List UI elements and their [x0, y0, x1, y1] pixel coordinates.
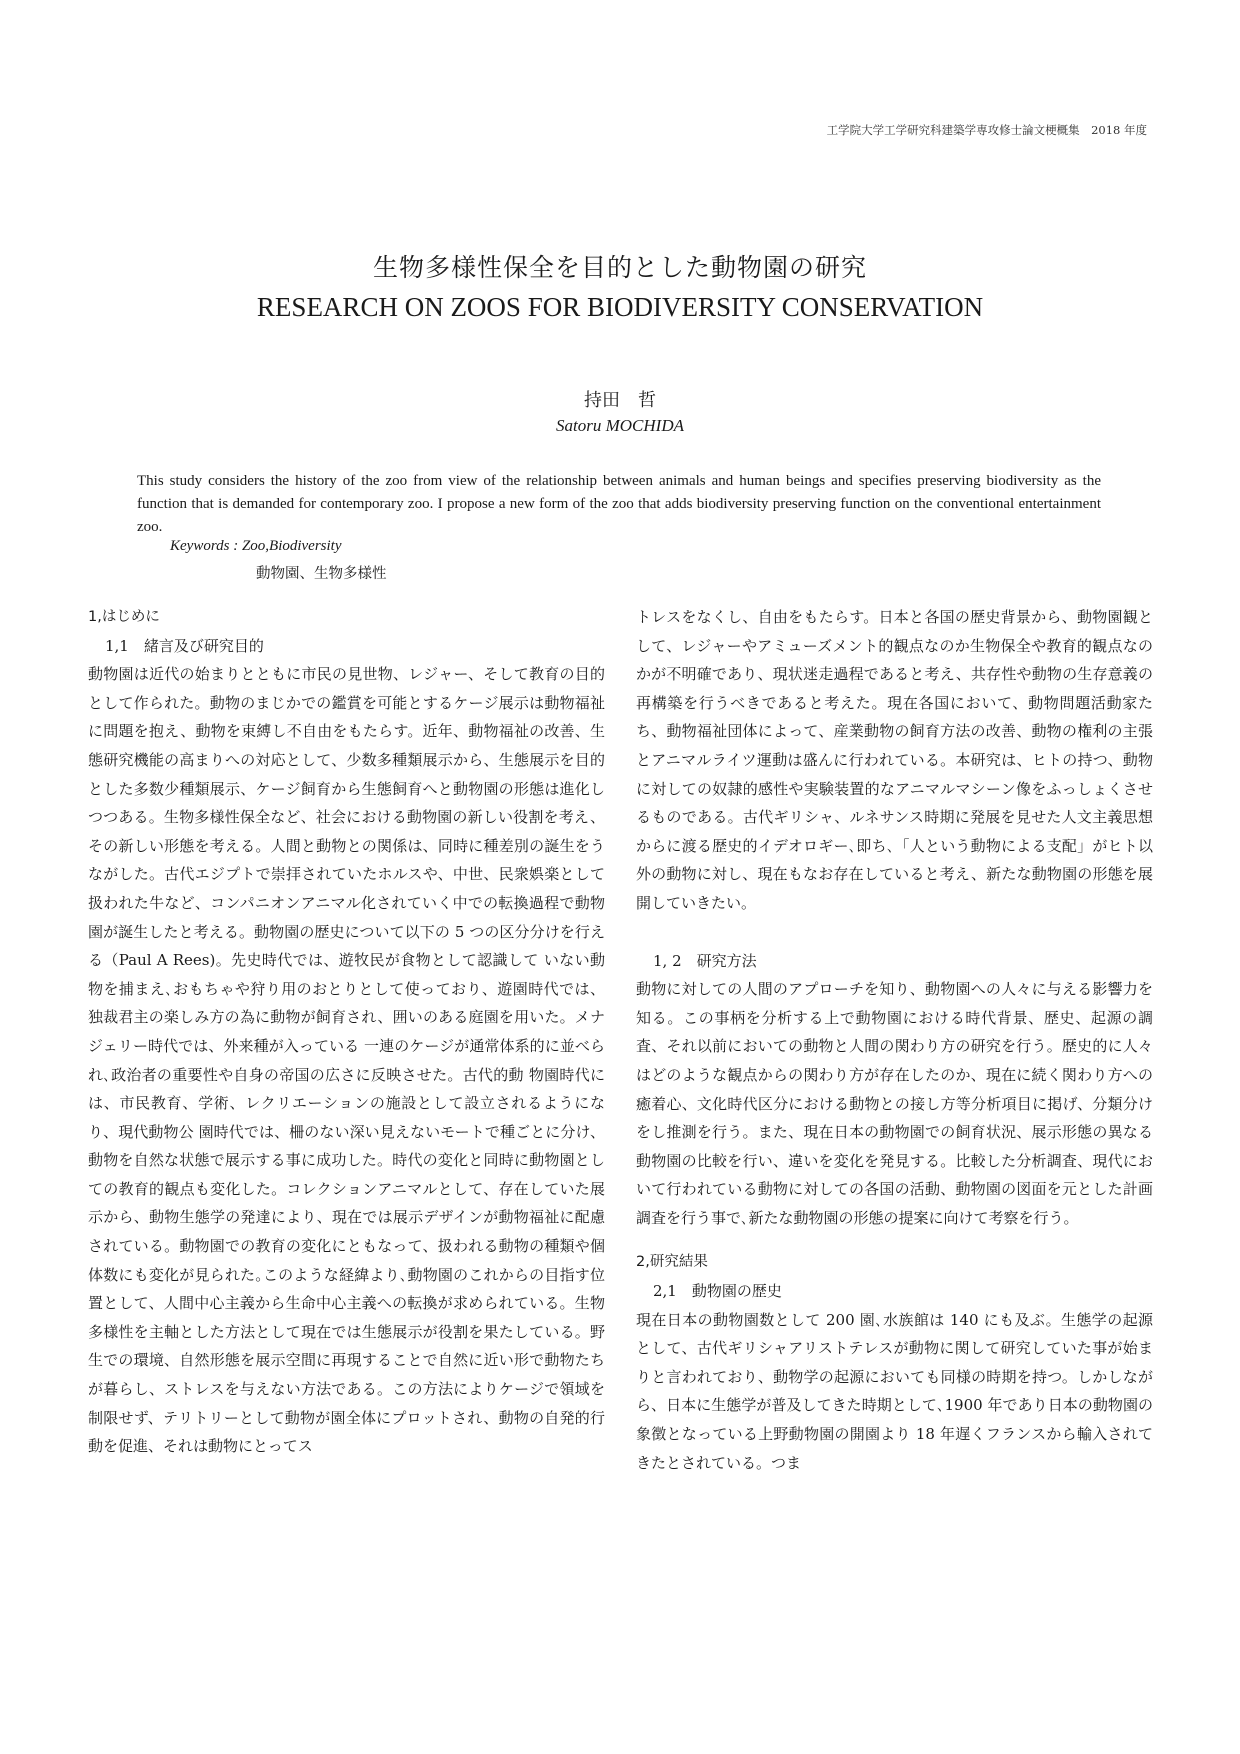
left-column [88, 603, 605, 1461]
author-english: Satoru MOCHIDA [556, 416, 684, 435]
abstract: This study considers the history of the zoo from view of the relationship between animals and human beings and specifies preserving biodiversity as the function that is demanded for contemporary zoo. I propose a new form of the zoo that adds biodiversity preserving function on the conventional entertainment zoo. [137, 473, 1101, 535]
section-2-heading: 2,研究結果 [636, 1254, 708, 1271]
title-japanese: 生物多様性保全を目的とした動物園の研究 [372, 253, 867, 282]
keywords-japanese: 動物園、生物多様性 [256, 566, 387, 582]
subsection-1-1-heading: 1,1 緒言及び研究目的 [105, 636, 264, 655]
title-english: RESEARCH ON ZOOS FOR BIODIVERSITY CONSERVATION [256, 292, 984, 322]
section-1-heading: 1,はじめに [88, 609, 160, 625]
subsection-2-1-heading: 2,1 動物園の歴史 [653, 1282, 782, 1301]
intro-paragraph: 動物園は近代の始まりとともに市民の見世物、レジャー、そして教育の目的として作られた。動物のまじかでの鑑賞を可能とするケージ展示は動物福祉に問題を抱え、動物を束縛し不自由をもたらす。近年、動物福祉の改善、生態研究機能の高まりへの対応として、少数多種類展示から、生態展示を目的とした多数少種類展示、ケージ飼育から生態飼育へと動物園の形態は進化しつつある。生物多様性保全など、社会における動物園の新しい役割を考え、その新しい形態を考える。人間と動物との関係は、同時に種差別の誕生をうながした。古代エジプトで崇拝されていたホルスや、中世、民衆娯楽として扱われた牛など、コンパニオンアニマル化されていく中での転換過程で動物園が誕生したと考える。動物園の歴史について以下の 5 つの区分分けを行える（Paul A Rees)。先史時代では、遊牧民が食物として認識して いない動物を捕まえ､おもちゃや狩り用のおとりとして使っており、遊園時代では、独裁君主の楽しみ方の為に動物が飼育され、囲いのある庭園を用いた。メナジェリー時代では、外来種が入っている 一連のケージが通常体系的に並べられ､政治者の重要性や自身の帝国の広さに反映させた。古代的動 物園時代には、市民教育、学術、レクリエーションの施設として設立されるようになり、現代動物公 園時代では、柵のない深い見えないモートで種ごとに分け、動物を自然な状態で展示する事に成功した。時代の変化と同時に動物園としての教育的観点も変化した。コレクションアニマルとして、存在していた展示から、動物生態学の発達により、現在では展示デザインが動物福祉に配慮されている。動物園での教育の変化にともなって、扱われる動物の種類や個体数にも変化が見られた｡このような経緯より､動物園のこれからの目指す位置として、人間中心主義から生命中心主義への転換が求められている。生物多様性を主軸とした方法として現在では生態展示が役割を果たしている。野生での環境、自然形態を展示空間に再現することで自然に近い形で動物たちが暮らし、ストレスを与えない方法である。この方法によりケージで領域を制限せず、テリトリーとして動物が園全体にプロットされ、動物の自発的行動を促進、それは動物にとってス [88, 665, 605, 1456]
keywords-english: Keywords : Zoo,Biodiversity [170, 538, 342, 554]
subsection-1-2-heading: 1, 2 研究方法 [653, 951, 757, 970]
method-paragraph: 動物に対しての人間のアプローチを知り、動物園への人々に与える影響力を知る。この事柄を分析する上で動物園における時代背景、歴史、起源の調査、それ以前においての動物と人間の関わり方の研究を行う。歴史的に人々はどのような観点からの関わり方が存在したのか、現在に続く関わり方への癒着心、文化時代区分における動物との接し方等分析項目に掲げ、分類分けをし推測を行う。また、現在日本の動物園での飼育状況、展示形態の異なる動物園の比較を行い、違いを変化を発見する。比較した分析調査、現代において行われている動物に対しての各国の活動、動物園の図面を元とした計画調査を行う事で､新たな動物園の形態の提案に向けて考察を行う。 [636, 980, 1153, 1227]
journal-header: 工学院大学工学研究科建築学専攻修士論文梗概集 2018 年度 [826, 123, 1147, 137]
intro-paragraph-continued: トレスをなくし、自由をもたらす。日本と各国の歴史背景から、動物園観として、レジャーやアミューズメント的観点なのか生物保全や教育的観点なのかが不明確であり、現状迷走過程であると考え、共存性や動物の生存意義の再構築を行うべきであると考えた。現在各国において、動物問題活動家たち、動物福祉団体によって、産業動物の飼育方法の改善、動物の権利の主張とアニマルライツ運動は盛んに行われている。本研究は、ヒトの持つ、動物に対しての奴隷的感性や実験装置的なアニマルマシーン像をふっしょくさせるものである。古代ギリシャ、ルネサンス時期に発展を見せた人文主義思想からに渡る歴史的イデオロギー､即ち､「人という動物による支配」がヒト以外の動物に対し、現在もなお存在していると考え、新たな動物園の形態を展開していきたい。 [636, 608, 1153, 912]
author-japanese: 持田 哲 [584, 390, 656, 411]
history-paragraph: 現在日本の動物園数として 200 園､水族館は 140 にも及ぶ。生態学の起源として、古代ギリシャアリストテレスが動物に関して研究していた事が始まりと言われており、動物学の起源においても同様の時期を持つ。しかしながら、日本に生態学が普及してきた時期として､1900 年であり日本の動物園の象徴となっている上野動物園の開園より 18 年遅くフランスから輸入されてきたとされている。つま [636, 1310, 1153, 1472]
right-column [636, 603, 1153, 1477]
